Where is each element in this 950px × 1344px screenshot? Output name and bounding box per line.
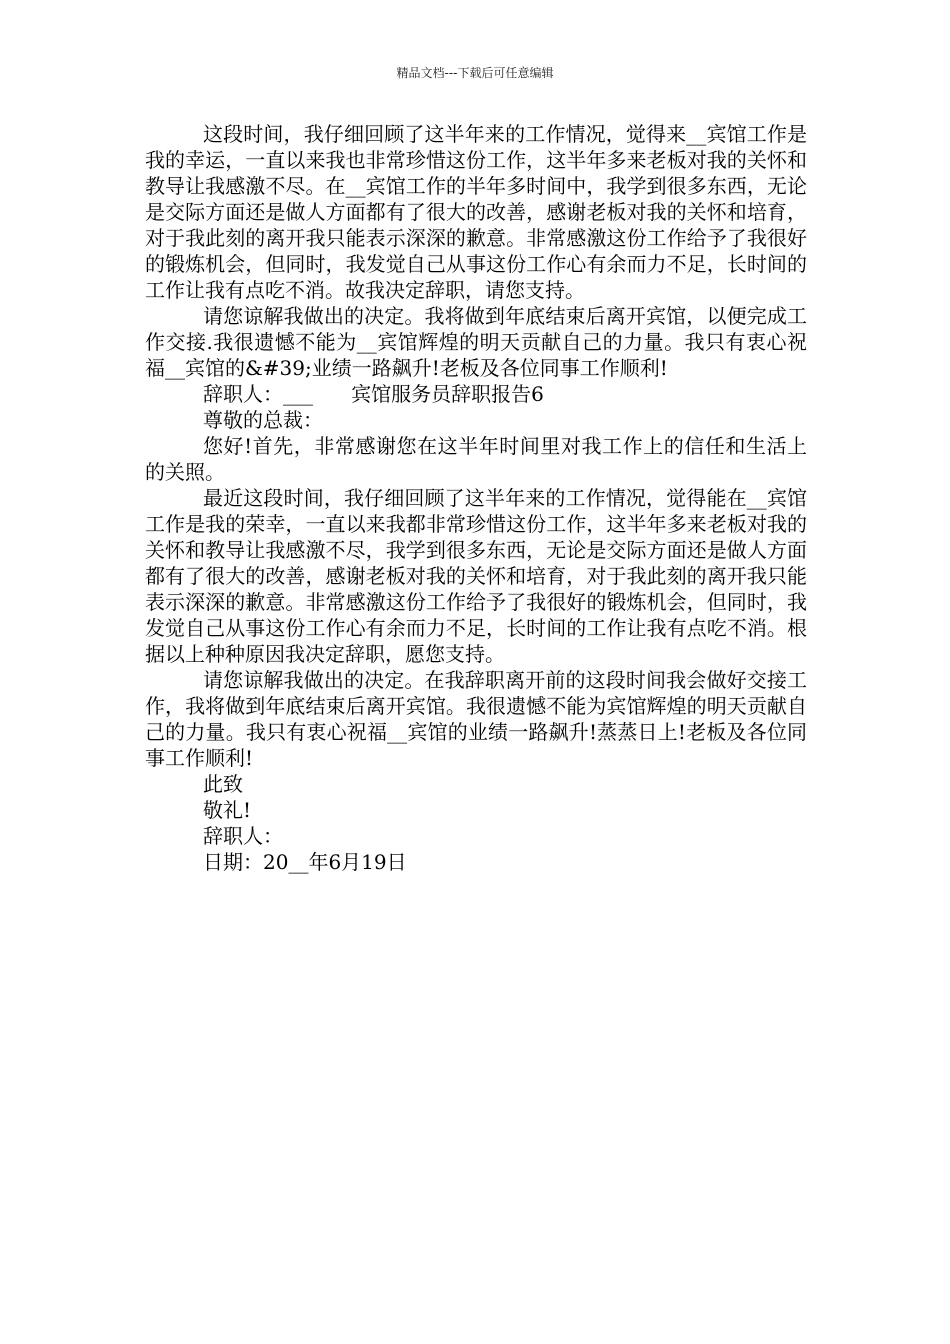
closing-jingli: 敬礼! [203, 798, 252, 822]
greeting-paragraph: 您好!首先，非常感谢您在这半年时间里对我工作上的信任和生活上的关照。 [145, 434, 807, 484]
paragraph-recent-reflection: 最近这段时间，我仔细回顾了这半年来的工作情况，觉得能在__宾馆工作是我的荣幸，一直以来我都非常珍惜这份工作，这半年多来老板对我的关怀和教导让我感激不尽，我学到很多东西，无论是交际方面还是做人方面都有了很大的改善，感谢老板对我的关怀和培育，对于我此刻的离开我只能表示深深的歉意。非常感激这份工作给予了我很好的锻炼机会，但同时，我发觉自己从事这份工作心有余而力不足，长时间的工作让我有点吃不消。根据以上种种原因我决定辞职，愿您支持。 [145, 486, 807, 666]
paragraph-decision: 请您谅解我做出的决定。我将做到年底结束后离开宾馆，以便完成工作交接.我很遗憾不能为__宾馆辉煌的明天贡献自己的力量。我只有衷心祝福__宾馆的&#39;业绩一路飙升!老板及各位同事工作顺利! [145, 304, 807, 380]
salutation: 尊敬的总裁： [203, 408, 323, 432]
document-body [145, 121, 807, 875]
paragraph-reflection: 这段时间，我仔细回顾了这半年来的工作情况，觉得来__宾馆工作是我的幸运，一直以来我也非常珍惜这份工作，这半年多来老板对我的关怀和教导让我感激不尽。在__宾馆工作的半年多时间中，我学到很多东西，无论是交际方面还是做人方面都有了很大的改善，感谢老板对我的关怀和培育，对于我此刻的离开我只能表示深深的歉意。非常感激这份工作给予了我很好的锻炼机会，但同时，我发觉自己从事这份工作心有余而力不足，长时间的工作让我有点吃不消。故我决定辞职，请您支持。 [145, 122, 807, 302]
signature-and-title-line: 辞职人：___ 宾馆服务员辞职报告6 [203, 382, 544, 406]
page-header: 精品文档---下载后可任意编辑 [396, 66, 554, 80]
date-line: 日期：20__年6月19日 [203, 850, 407, 874]
paragraph-handover: 请您谅解我做出的决定。在我辞职离开前的这段时间我会做好交接工作，我将做到年底结束后离开宾馆。我很遗憾不能为宾馆辉煌的明天贡献自己的力量。我只有衷心祝福__宾馆的业绩一路飙升!蒸蒸日上!老板及各位同事工作顺利! [145, 668, 807, 770]
closing-cizhi: 此致 [203, 772, 243, 796]
signature-line: 辞职人： [203, 824, 283, 848]
